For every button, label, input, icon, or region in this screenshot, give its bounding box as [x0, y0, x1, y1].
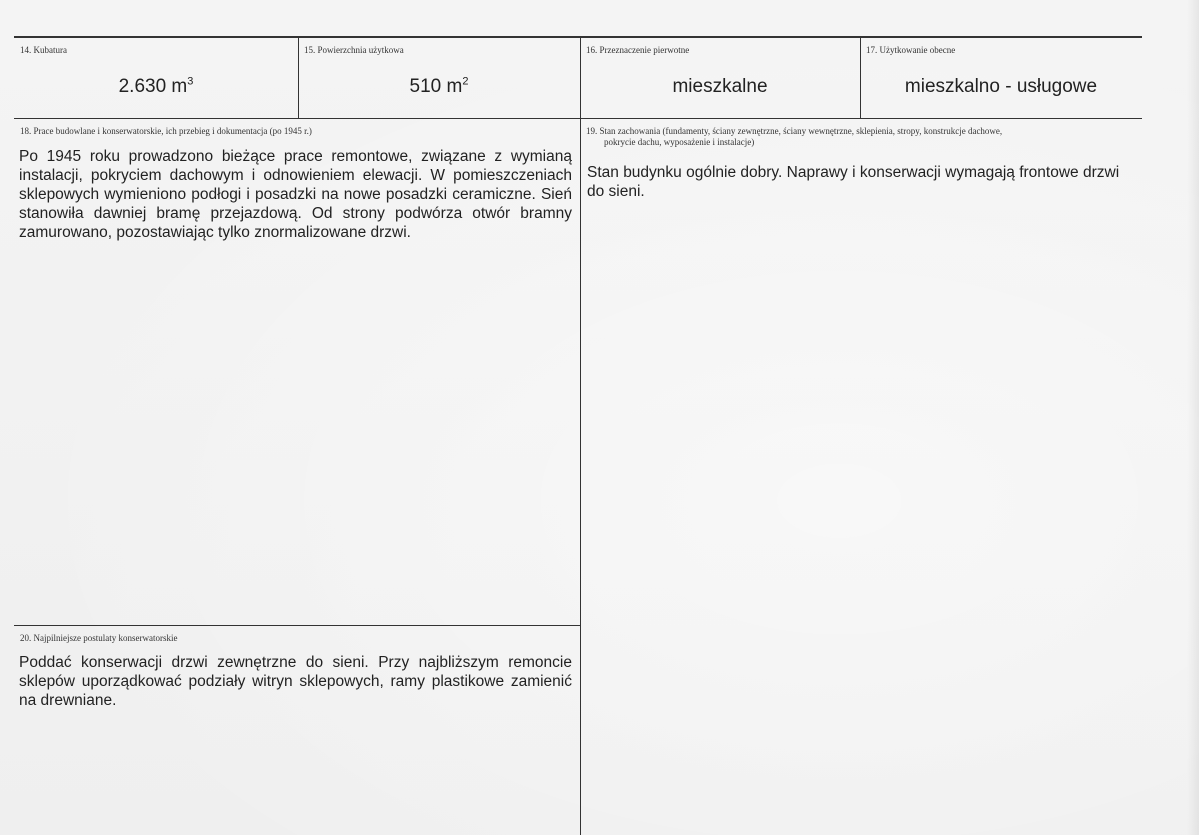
value-number: 510 m — [409, 76, 463, 97]
section-text: Poddać konserwacji drzwi zewnętrzne do sieni. Przy najbliższym remoncie sklepów uporządkować podziały witryn sklepowych, ramy plastikowe zamienić na drewniane. — [19, 654, 572, 709]
section-text: Stan budynku ogólnie dobry. Naprawy i konserwacji wymagają frontowe drzwi do sieni. — [587, 164, 1120, 200]
field-label: 18. Prace budowlane i konserwatorskie, ich przebieg i dokumentacja (po 1945 r.) — [20, 126, 312, 136]
field-label: 20. Najpilniejsze postulaty konserwatorskie — [20, 633, 178, 643]
field-label: 15. Powierzchnia użytkowa — [304, 45, 404, 55]
field-value: mieszkalno - usługowe — [904, 76, 1098, 97]
field-value — [298, 76, 580, 98]
field-label-continued: pokrycie dachu, wyposażenie i instalacje) — [604, 137, 755, 147]
value-unit-exponent: 2 — [462, 75, 469, 88]
value-unit-exponent: 3 — [187, 75, 194, 88]
divider — [14, 118, 1142, 119]
field-label: 14. Kubatura — [20, 45, 67, 55]
divider — [580, 38, 581, 835]
field-value: mieszkalne — [672, 76, 768, 97]
field-value — [14, 76, 298, 98]
divider — [14, 625, 581, 626]
field-label: 19. Stan zachowania (fundamenty, ściany zewnętrzne, ściany wewnętrzne, sklepienia, stropy, konstrukcje dachowe, — [586, 126, 1003, 136]
field-label: 16. Przeznaczenie pierwotne — [586, 45, 690, 55]
heritage-record-form — [14, 36, 1142, 835]
value-number: 2.630 m — [118, 76, 188, 97]
field-label: 17. Użytkowanie obecne — [866, 45, 956, 55]
section-text: Po 1945 roku prowadzono bieżące prace remontowe, związane z wymianą instalacji, pokryciem dachowym i odnowieniem elewacji. W pomieszczeniach sklepowych wymieniono podłogi i posadzki na nowe posadzki ceramiczne. Sień stanowiła dawniej bramę przejazdową. Od strony podwórza otwór bramny zamurowano, pozostawiając tylko znormalizowane drzwi. — [19, 148, 572, 241]
page-edge-shadow — [1187, 0, 1199, 835]
